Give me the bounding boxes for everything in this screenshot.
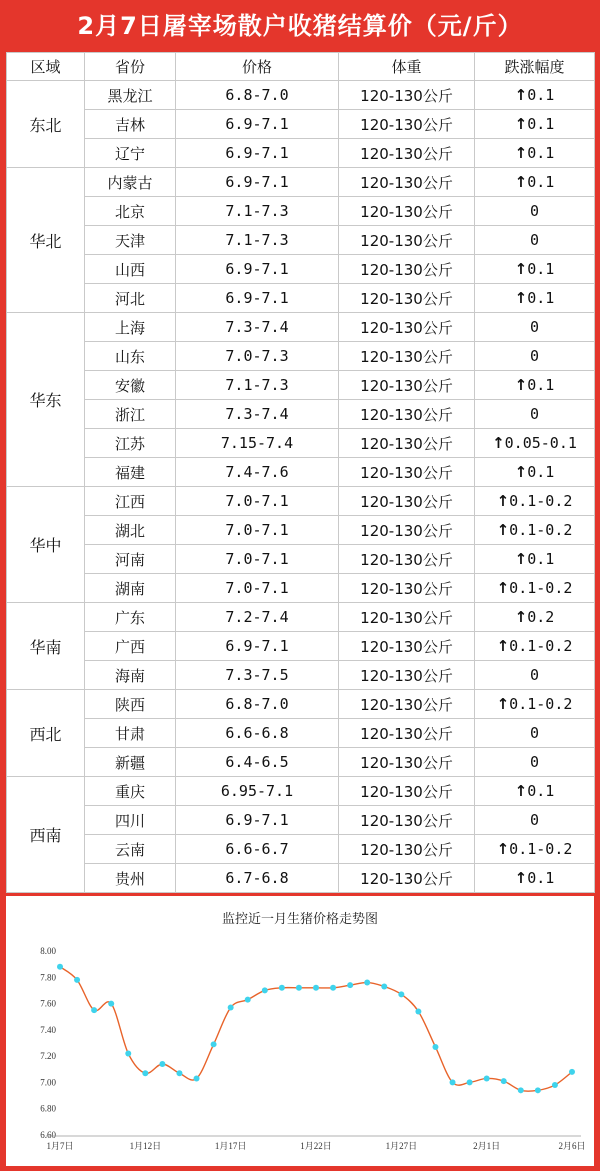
change-cell bbox=[475, 661, 595, 690]
data-point bbox=[347, 982, 353, 988]
province-cell: 山西 bbox=[85, 255, 176, 284]
region-cell: 西南 bbox=[7, 777, 85, 893]
weight-cell: 120-130公斤 bbox=[339, 371, 475, 400]
change-value: 0.1 bbox=[527, 86, 555, 104]
data-point bbox=[535, 1087, 541, 1093]
change-value: 0.2 bbox=[527, 608, 555, 626]
arrow-up-icon: ↑ bbox=[514, 86, 528, 104]
weight-cell: 120-130公斤 bbox=[339, 806, 475, 835]
y-tick-label: 7.00 bbox=[40, 1077, 56, 1088]
data-point bbox=[552, 1082, 558, 1088]
price-cell: 7.0-7.1 bbox=[176, 545, 339, 574]
province-cell: 湖北 bbox=[85, 516, 176, 545]
province-cell: 新疆 bbox=[85, 748, 176, 777]
price-table bbox=[6, 52, 595, 893]
data-point bbox=[381, 983, 387, 989]
table-row bbox=[7, 835, 595, 864]
price-trend-chart bbox=[6, 896, 594, 1166]
price-cell: 7.15-7.4 bbox=[176, 429, 339, 458]
header-region: 区域 bbox=[7, 53, 85, 81]
price-cell: 7.3-7.4 bbox=[176, 313, 339, 342]
price-cell: 7.3-7.5 bbox=[176, 661, 339, 690]
arrow-up-icon: ↑ bbox=[496, 579, 510, 597]
change-cell bbox=[475, 168, 595, 197]
region-cell: 华南 bbox=[7, 603, 85, 690]
arrow-up-icon: ↑ bbox=[514, 869, 528, 887]
change-cell bbox=[475, 835, 595, 864]
table-row bbox=[7, 632, 595, 661]
weight-cell: 120-130公斤 bbox=[339, 864, 475, 893]
data-point bbox=[74, 977, 80, 983]
header-change: 跌涨幅度 bbox=[475, 53, 595, 81]
arrow-up-icon: ↑ bbox=[514, 260, 528, 278]
data-point bbox=[108, 1001, 114, 1007]
province-cell: 陕西 bbox=[85, 690, 176, 719]
price-cell: 6.8-7.0 bbox=[176, 81, 339, 110]
table-row bbox=[7, 81, 595, 110]
table-row bbox=[7, 487, 595, 516]
data-point bbox=[569, 1069, 575, 1075]
province-cell: 四川 bbox=[85, 806, 176, 835]
table-row bbox=[7, 226, 595, 255]
change-cell bbox=[475, 400, 595, 429]
data-point bbox=[57, 964, 63, 970]
change-value: 0.1 bbox=[527, 550, 555, 568]
table-row bbox=[7, 777, 595, 806]
table-row bbox=[7, 429, 595, 458]
price-cell: 7.1-7.3 bbox=[176, 197, 339, 226]
arrow-up-icon: ↑ bbox=[496, 492, 510, 510]
change-value: 0.1 bbox=[527, 115, 555, 133]
province-cell: 吉林 bbox=[85, 110, 176, 139]
data-point bbox=[159, 1061, 165, 1067]
table-row bbox=[7, 255, 595, 284]
table-row bbox=[7, 458, 595, 487]
arrow-up-icon: ↑ bbox=[514, 376, 528, 394]
region-cell: 华北 bbox=[7, 168, 85, 313]
table-row bbox=[7, 719, 595, 748]
weight-cell: 120-130公斤 bbox=[339, 661, 475, 690]
change-cell bbox=[475, 748, 595, 777]
data-point bbox=[142, 1070, 148, 1076]
province-cell: 内蒙古 bbox=[85, 168, 176, 197]
change-value: 0 bbox=[529, 811, 540, 829]
price-cell: 6.8-7.0 bbox=[176, 690, 339, 719]
change-value: 0.05-0.1 bbox=[504, 434, 577, 452]
province-cell: 北京 bbox=[85, 197, 176, 226]
weight-cell: 120-130公斤 bbox=[339, 835, 475, 864]
change-cell bbox=[475, 81, 595, 110]
table-row bbox=[7, 342, 595, 371]
province-cell: 江苏 bbox=[85, 429, 176, 458]
table-row bbox=[7, 545, 595, 574]
province-cell: 河南 bbox=[85, 545, 176, 574]
province-cell: 云南 bbox=[85, 835, 176, 864]
arrow-up-icon: ↑ bbox=[514, 173, 528, 191]
change-cell bbox=[475, 371, 595, 400]
data-point bbox=[228, 1005, 234, 1011]
change-value: 0.1 bbox=[527, 144, 555, 162]
province-cell: 福建 bbox=[85, 458, 176, 487]
weight-cell: 120-130公斤 bbox=[339, 226, 475, 255]
table-row bbox=[7, 603, 595, 632]
data-point bbox=[467, 1079, 473, 1085]
weight-cell: 120-130公斤 bbox=[339, 197, 475, 226]
weight-cell: 120-130公斤 bbox=[339, 632, 475, 661]
price-cell: 7.3-7.4 bbox=[176, 400, 339, 429]
table-body bbox=[7, 81, 595, 893]
change-cell bbox=[475, 545, 595, 574]
arrow-up-icon: ↑ bbox=[514, 144, 528, 162]
change-cell bbox=[475, 777, 595, 806]
weight-cell: 120-130公斤 bbox=[339, 139, 475, 168]
table-row bbox=[7, 748, 595, 777]
province-cell: 湖南 bbox=[85, 574, 176, 603]
change-value: 0.1 bbox=[527, 289, 555, 307]
x-tick-label: 1月12日 bbox=[129, 1141, 162, 1151]
weight-cell: 120-130公斤 bbox=[339, 516, 475, 545]
change-cell bbox=[475, 226, 595, 255]
data-point bbox=[245, 997, 251, 1003]
change-cell bbox=[475, 284, 595, 313]
x-tick-label: 1月22日 bbox=[300, 1141, 332, 1151]
table-row bbox=[7, 516, 595, 545]
y-tick-label: 7.20 bbox=[40, 1051, 56, 1062]
y-tick-label: 6.80 bbox=[40, 1103, 56, 1114]
price-cell: 7.0-7.1 bbox=[176, 516, 339, 545]
data-point bbox=[398, 991, 404, 997]
data-point bbox=[296, 985, 302, 991]
province-cell: 黑龙江 bbox=[85, 81, 176, 110]
price-cell: 7.2-7.4 bbox=[176, 603, 339, 632]
data-point bbox=[330, 985, 336, 991]
arrow-up-icon: ↑ bbox=[514, 463, 528, 481]
province-cell: 江西 bbox=[85, 487, 176, 516]
price-cell: 6.9-7.1 bbox=[176, 284, 339, 313]
change-cell bbox=[475, 603, 595, 632]
price-cell: 6.9-7.1 bbox=[176, 632, 339, 661]
data-point bbox=[176, 1070, 182, 1076]
data-point bbox=[211, 1041, 217, 1047]
table-row bbox=[7, 400, 595, 429]
change-cell bbox=[475, 487, 595, 516]
data-point bbox=[501, 1078, 507, 1084]
price-cell: 7.0-7.1 bbox=[176, 487, 339, 516]
table-row bbox=[7, 139, 595, 168]
data-point bbox=[450, 1079, 456, 1085]
data-point bbox=[125, 1051, 131, 1057]
weight-cell: 120-130公斤 bbox=[339, 313, 475, 342]
data-point bbox=[484, 1075, 490, 1081]
price-cell: 7.1-7.3 bbox=[176, 226, 339, 255]
province-cell: 海南 bbox=[85, 661, 176, 690]
arrow-up-icon: ↑ bbox=[496, 637, 510, 655]
change-value: 0.1-0.2 bbox=[509, 637, 573, 655]
weight-cell: 120-130公斤 bbox=[339, 487, 475, 516]
arrow-up-icon: ↑ bbox=[514, 289, 528, 307]
change-cell bbox=[475, 864, 595, 893]
change-value: 0 bbox=[529, 753, 540, 771]
y-tick-label: 8.00 bbox=[40, 946, 56, 956]
data-point bbox=[364, 980, 370, 986]
price-cell: 6.9-7.1 bbox=[176, 139, 339, 168]
change-cell bbox=[475, 110, 595, 139]
province-cell: 重庆 bbox=[85, 777, 176, 806]
weight-cell: 120-130公斤 bbox=[339, 690, 475, 719]
change-cell bbox=[475, 516, 595, 545]
weight-cell: 120-130公斤 bbox=[339, 429, 475, 458]
y-tick-label: 7.40 bbox=[40, 1024, 56, 1035]
table-row bbox=[7, 371, 595, 400]
change-cell bbox=[475, 574, 595, 603]
price-cell: 6.9-7.1 bbox=[176, 110, 339, 139]
header-province: 省份 bbox=[85, 53, 176, 81]
change-value: 0 bbox=[529, 202, 540, 220]
weight-cell: 120-130公斤 bbox=[339, 719, 475, 748]
price-cell: 7.0-7.3 bbox=[176, 342, 339, 371]
data-point bbox=[432, 1044, 438, 1050]
region-cell: 西北 bbox=[7, 690, 85, 777]
change-value: 0.1 bbox=[527, 260, 555, 278]
change-value: 0.1-0.2 bbox=[509, 579, 573, 597]
change-cell bbox=[475, 255, 595, 284]
table-row bbox=[7, 110, 595, 139]
price-cell: 6.9-7.1 bbox=[176, 255, 339, 284]
region-cell: 东北 bbox=[7, 81, 85, 168]
table-row bbox=[7, 574, 595, 603]
table-row bbox=[7, 806, 595, 835]
province-cell: 河北 bbox=[85, 284, 176, 313]
change-cell bbox=[475, 458, 595, 487]
arrow-up-icon: ↑ bbox=[496, 521, 510, 539]
weight-cell: 120-130公斤 bbox=[339, 458, 475, 487]
change-value: 0.1 bbox=[527, 463, 555, 481]
x-tick-label: 1月7日 bbox=[46, 1141, 74, 1151]
price-cell: 7.1-7.3 bbox=[176, 371, 339, 400]
header-weight: 体重 bbox=[339, 53, 475, 81]
weight-cell: 120-130公斤 bbox=[339, 168, 475, 197]
weight-cell: 120-130公斤 bbox=[339, 400, 475, 429]
table-row bbox=[7, 661, 595, 690]
weight-cell: 120-130公斤 bbox=[339, 545, 475, 574]
chart-panel bbox=[6, 896, 594, 1166]
weight-cell: 120-130公斤 bbox=[339, 284, 475, 313]
price-cell: 6.6-6.8 bbox=[176, 719, 339, 748]
change-value: 0.1-0.2 bbox=[509, 695, 573, 713]
arrow-up-icon: ↑ bbox=[514, 115, 528, 133]
price-cell: 6.9-7.1 bbox=[176, 168, 339, 197]
province-cell: 天津 bbox=[85, 226, 176, 255]
change-cell bbox=[475, 806, 595, 835]
region-cell: 华东 bbox=[7, 313, 85, 487]
arrow-up-icon: ↑ bbox=[496, 840, 510, 858]
table-row bbox=[7, 197, 595, 226]
change-cell bbox=[475, 197, 595, 226]
weight-cell: 120-130公斤 bbox=[339, 748, 475, 777]
table-row bbox=[7, 690, 595, 719]
weight-cell: 120-130公斤 bbox=[339, 777, 475, 806]
chart-title: 监控近一月生猪价格走势图 bbox=[221, 912, 378, 927]
weight-cell: 120-130公斤 bbox=[339, 81, 475, 110]
change-value: 0.1 bbox=[527, 376, 555, 394]
change-value: 0.1 bbox=[527, 782, 555, 800]
change-cell bbox=[475, 719, 595, 748]
change-value: 0.1-0.2 bbox=[509, 492, 573, 510]
change-cell bbox=[475, 139, 595, 168]
province-cell: 山东 bbox=[85, 342, 176, 371]
arrow-up-icon: ↑ bbox=[492, 434, 505, 452]
province-cell: 浙江 bbox=[85, 400, 176, 429]
arrow-up-icon: ↑ bbox=[514, 608, 528, 626]
price-cell: 6.7-6.8 bbox=[176, 864, 339, 893]
change-value: 0.1-0.2 bbox=[509, 840, 573, 858]
region-cell: 华中 bbox=[7, 487, 85, 603]
change-value: 0.1 bbox=[527, 173, 555, 191]
weight-cell: 120-130公斤 bbox=[339, 110, 475, 139]
change-value: 0.1-0.2 bbox=[509, 521, 573, 539]
x-tick-label: 2月6日 bbox=[558, 1141, 586, 1151]
province-cell: 上海 bbox=[85, 313, 176, 342]
change-value: 0 bbox=[529, 724, 540, 742]
change-value: 0 bbox=[529, 231, 540, 249]
province-cell: 广东 bbox=[85, 603, 176, 632]
weight-cell: 120-130公斤 bbox=[339, 603, 475, 632]
data-point bbox=[262, 987, 268, 993]
weight-cell: 120-130公斤 bbox=[339, 255, 475, 284]
x-tick-label: 1月27日 bbox=[385, 1141, 418, 1151]
data-point bbox=[194, 1075, 200, 1081]
change-cell bbox=[475, 690, 595, 719]
y-tick-label: 7.60 bbox=[40, 998, 56, 1009]
arrow-up-icon: ↑ bbox=[514, 550, 528, 568]
header-price: 价格 bbox=[176, 53, 339, 81]
y-tick-label: 6.60 bbox=[40, 1130, 56, 1140]
change-value: 0.1 bbox=[527, 869, 555, 887]
province-cell: 安徽 bbox=[85, 371, 176, 400]
province-cell: 辽宁 bbox=[85, 139, 176, 168]
price-cell: 6.95-7.1 bbox=[176, 777, 339, 806]
change-value: 0 bbox=[529, 347, 540, 365]
price-cell: 6.4-6.5 bbox=[176, 748, 339, 777]
data-point bbox=[279, 985, 285, 991]
weight-cell: 120-130公斤 bbox=[339, 574, 475, 603]
data-point bbox=[313, 985, 319, 991]
x-tick-label: 2月1日 bbox=[473, 1141, 501, 1151]
change-value: 0 bbox=[529, 318, 540, 336]
data-point bbox=[415, 1008, 421, 1014]
province-cell: 甘肃 bbox=[85, 719, 176, 748]
table-header-row bbox=[7, 53, 595, 81]
y-tick-label: 7.80 bbox=[40, 972, 56, 983]
change-cell bbox=[475, 429, 595, 458]
table-row bbox=[7, 864, 595, 893]
price-cell: 7.0-7.1 bbox=[176, 574, 339, 603]
table-row bbox=[7, 168, 595, 197]
change-cell bbox=[475, 313, 595, 342]
province-cell: 贵州 bbox=[85, 864, 176, 893]
weight-cell: 120-130公斤 bbox=[339, 342, 475, 371]
province-cell: 广西 bbox=[85, 632, 176, 661]
arrow-up-icon: ↑ bbox=[496, 695, 510, 713]
change-cell bbox=[475, 342, 595, 371]
price-cell: 6.9-7.1 bbox=[176, 806, 339, 835]
x-tick-label: 1月17日 bbox=[214, 1141, 247, 1151]
data-point bbox=[91, 1007, 97, 1013]
table-row bbox=[7, 313, 595, 342]
arrow-up-icon: ↑ bbox=[514, 782, 528, 800]
change-cell bbox=[475, 632, 595, 661]
price-cell: 7.4-7.6 bbox=[176, 458, 339, 487]
change-value: 0 bbox=[529, 405, 540, 423]
table-row bbox=[7, 284, 595, 313]
page-title: 2月7日屠宰场散户收猪结算价（元/斤） bbox=[77, 12, 523, 40]
data-point bbox=[518, 1087, 524, 1093]
change-value: 0 bbox=[529, 666, 540, 684]
price-cell: 6.6-6.7 bbox=[176, 835, 339, 864]
